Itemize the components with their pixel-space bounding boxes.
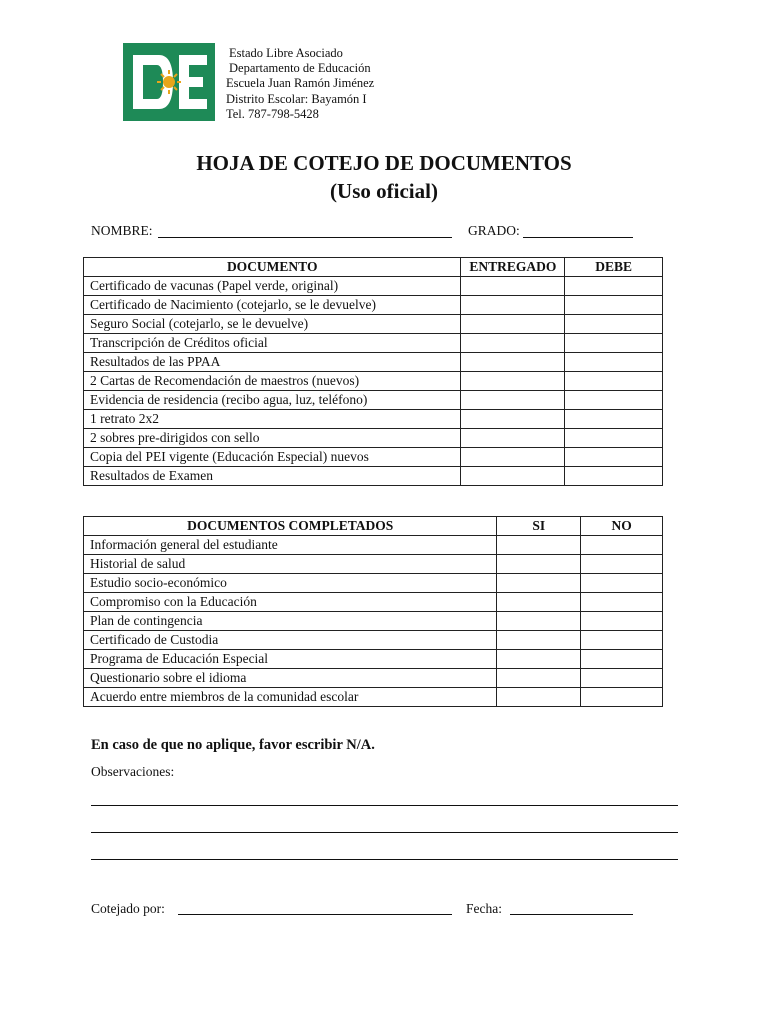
page-title: HOJA DE COTEJO DE DOCUMENTOS [196,151,572,175]
si-cell[interactable] [497,536,581,555]
observaciones-label: Observaciones: [91,764,175,779]
school-logo [123,43,215,121]
entregado-cell[interactable] [461,277,565,296]
table-row [84,372,663,391]
document-name: Acuerdo entre miembros de la comunidad escolar [84,688,497,707]
document-name: Certificado de Custodia [84,631,497,650]
debe-cell[interactable] [565,334,663,353]
debe-cell[interactable] [565,429,663,448]
si-cell[interactable] [497,688,581,707]
cotejado-label: Cotejado por: [91,901,165,916]
fecha-label: Fecha: [466,901,502,916]
document-name: Programa de Educación Especial [84,650,497,669]
debe-cell[interactable] [565,372,663,391]
completed-documents-table [83,516,663,707]
document-name: Plan de contingencia [84,612,497,631]
entregado-cell[interactable] [461,448,565,467]
no-cell[interactable] [581,555,663,574]
column-header-documento: DOCUMENTO [84,258,461,277]
grado-label: GRADO: [468,223,520,238]
entregado-cell[interactable] [461,353,565,372]
column-header-no: NO [581,517,663,536]
si-cell[interactable] [497,631,581,650]
entregado-cell[interactable] [461,429,565,448]
si-cell[interactable] [497,669,581,688]
document-name: Certificado de Nacimiento (cotejarlo, se le devuelve) [84,296,461,315]
table-row [84,467,663,486]
debe-cell[interactable] [565,315,663,334]
grado-field[interactable] [523,237,633,238]
table-row [84,391,663,410]
debe-cell[interactable] [565,410,663,429]
document-name: Información general del estudiante [84,536,497,555]
document-name: Estudio socio-económico [84,574,497,593]
no-cell[interactable] [581,631,663,650]
document-name: Historial de salud [84,555,497,574]
table-row [84,536,663,555]
document-name: Questionario sobre el idioma [84,669,497,688]
debe-cell[interactable] [565,448,663,467]
documents-table [83,257,663,486]
table-row [84,353,663,372]
document-name: Resultados de las PPAA [84,353,461,372]
no-cell[interactable] [581,536,663,555]
si-cell[interactable] [497,650,581,669]
si-cell[interactable] [497,574,581,593]
no-cell[interactable] [581,593,663,612]
column-header-documentos-completados: DOCUMENTOS COMPLETADOS [84,517,497,536]
na-instruction: En caso de que no aplique, favor escribir N/A. [91,737,375,753]
cotejado-field[interactable] [178,914,452,915]
table-row [84,315,663,334]
page-subtitle: (Uso oficial) [330,179,438,203]
entregado-cell[interactable] [461,296,565,315]
table-row [84,669,663,688]
table-row [84,448,663,467]
nombre-field[interactable] [158,237,452,238]
si-cell[interactable] [497,612,581,631]
document-name: Resultados de Examen [84,467,461,486]
table-row [84,574,663,593]
table-row [84,555,663,574]
debe-cell[interactable] [565,467,663,486]
no-cell[interactable] [581,650,663,669]
observaciones-line[interactable] [91,832,678,833]
entregado-cell[interactable] [461,372,565,391]
org-line: Departamento de Educación [229,61,371,76]
nombre-label: NOMBRE: [91,223,153,238]
entregado-cell[interactable] [461,315,565,334]
org-line: Estado Libre Asociado [229,46,343,60]
table-row [84,296,663,315]
table-row [84,334,663,353]
table-row [84,688,663,707]
table-row [84,410,663,429]
document-name: Certificado de vacunas (Papel verde, original) [84,277,461,296]
debe-cell[interactable] [565,277,663,296]
entregado-cell[interactable] [461,334,565,353]
column-header-entregado: ENTREGADO [461,258,565,277]
document-name: Seguro Social (cotejarlo, se le devuelve) [84,315,461,334]
document-name: 1 retrato 2x2 [84,410,461,429]
org-line: Escuela Juan Ramón Jiménez [226,76,375,91]
entregado-cell[interactable] [461,391,565,410]
table-row [84,277,663,296]
debe-cell[interactable] [565,296,663,315]
table-row [84,612,663,631]
document-name: Compromiso con la Educación [84,593,497,612]
debe-cell[interactable] [565,353,663,372]
org-line: Distrito Escolar: Bayamón I [226,91,367,106]
table-row [84,631,663,650]
organization-info [226,46,374,122]
document-name: Evidencia de residencia (recibo agua, luz, teléfono) [84,391,461,410]
si-cell[interactable] [497,593,581,612]
org-line: Tel. 787-798-5428 [226,106,319,121]
document-name: Transcripción de Créditos oficial [84,334,461,353]
document-name: Copia del PEI vigente (Educación Especial) nuevos [84,448,461,467]
table-row [84,429,663,448]
document-name: 2 sobres pre-dirigidos con sello [84,429,461,448]
no-cell[interactable] [581,574,663,593]
si-cell[interactable] [497,555,581,574]
no-cell[interactable] [581,688,663,707]
observaciones-line[interactable] [91,805,678,806]
table-row [84,650,663,669]
observaciones-line[interactable] [91,859,678,860]
table-row [84,593,663,612]
column-header-si: SI [497,517,581,536]
debe-cell[interactable] [565,391,663,410]
column-header-debe: DEBE [565,258,663,277]
entregado-cell[interactable] [461,467,565,486]
document-name: 2 Cartas de Recomendación de maestros (nuevos) [84,372,461,391]
fecha-field[interactable] [510,914,633,915]
entregado-cell[interactable] [461,410,565,429]
no-cell[interactable] [581,669,663,688]
no-cell[interactable] [581,612,663,631]
